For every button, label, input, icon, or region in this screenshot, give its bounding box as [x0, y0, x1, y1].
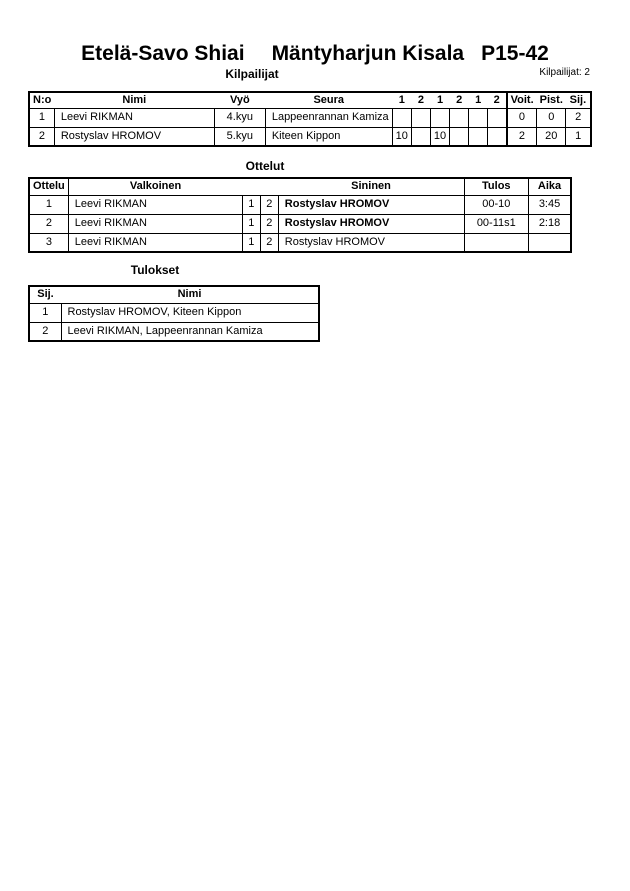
competitor-club: Kiteen Kippon — [265, 127, 392, 146]
competitor-belt: 5.kyu — [214, 127, 265, 146]
white-player-no: 1 — [242, 195, 260, 214]
col-white: Valkoinen — [68, 178, 242, 195]
competitor-belt: 4.kyu — [214, 108, 265, 127]
competitors-section-title: Kilpailijat — [225, 67, 279, 81]
match-row — [29, 195, 571, 214]
blue-player-no: 2 — [260, 195, 278, 214]
col-blue: Sininen — [278, 178, 464, 195]
competitor-rank: 1 — [566, 127, 591, 146]
result-rank: 2 — [29, 322, 61, 341]
competitor-row — [29, 127, 591, 146]
match-row — [29, 233, 571, 252]
score-cell: 10 — [392, 127, 411, 146]
white-player: Leevi RIKMAN — [68, 214, 242, 233]
score-cell: 10 — [430, 127, 449, 146]
match-row — [29, 214, 571, 233]
competitor-wins: 2 — [507, 127, 537, 146]
col-score3: 1 — [430, 92, 449, 108]
score-cell — [450, 127, 469, 146]
result-row — [29, 322, 319, 341]
col-blue-no — [260, 178, 278, 195]
col-score4: 2 — [450, 92, 469, 108]
matches-section-title: Ottelut — [245, 159, 285, 173]
competitor-rank: 2 — [566, 108, 591, 127]
competitors-table — [28, 91, 592, 147]
competitor-club: Lappeenrannan Kamiza — [265, 108, 392, 127]
match-time: 3:45 — [528, 195, 571, 214]
title-category: P15-42 — [481, 42, 549, 65]
white-player: Leevi RIKMAN — [68, 233, 242, 252]
score-cell — [469, 108, 488, 127]
page-title — [0, 42, 630, 66]
col-rank: Sij. — [566, 92, 591, 108]
competitors-header-row — [29, 92, 591, 108]
blue-player: Rostyslav HROMOV — [278, 233, 464, 252]
blue-player-no: 2 — [260, 233, 278, 252]
score-cell — [488, 108, 507, 127]
blue-player: Rostyslav HROMOV — [278, 195, 464, 214]
match-result: 00-11s1 — [464, 214, 528, 233]
blue-player-no: 2 — [260, 214, 278, 233]
match-result: 00-10 — [464, 195, 528, 214]
col-score2: 2 — [411, 92, 430, 108]
competitor-points: 0 — [537, 108, 566, 127]
score-cell — [488, 127, 507, 146]
score-cell — [469, 127, 488, 146]
col-name: Nimi — [54, 92, 214, 108]
score-cell — [392, 108, 411, 127]
title-competition: Etelä-Savo Shiai — [81, 42, 245, 65]
white-player-no: 1 — [242, 214, 260, 233]
competitor-no: 2 — [29, 127, 54, 146]
competitor-points: 20 — [537, 127, 566, 146]
results-header-row — [29, 286, 319, 303]
white-player-no: 1 — [242, 233, 260, 252]
title-location: Mäntyharjun Kisala — [271, 42, 465, 65]
match-time — [528, 233, 571, 252]
result-rank: 1 — [29, 303, 61, 322]
result-name: Rostyslav HROMOV, Kiteen Kippon — [61, 303, 319, 322]
results-section-title: Tulokset — [130, 263, 180, 277]
competitor-wins: 0 — [507, 108, 537, 127]
col-white-no — [242, 178, 260, 195]
col-belt: Vyö — [214, 92, 265, 108]
competitor-name: Rostyslav HROMOV — [54, 127, 214, 146]
col-no: N:o — [29, 92, 54, 108]
col-score1: 1 — [392, 92, 411, 108]
col-rank: Sij. — [29, 286, 61, 303]
col-points: Pist. — [537, 92, 566, 108]
col-club: Seura — [265, 92, 392, 108]
col-time: Aika — [528, 178, 571, 195]
score-cell — [411, 127, 430, 146]
col-wins: Voit. — [507, 92, 537, 108]
score-cell — [450, 108, 469, 127]
col-result: Tulos — [464, 178, 528, 195]
col-name: Nimi — [61, 286, 319, 303]
competitor-name: Leevi RIKMAN — [54, 108, 214, 127]
blue-player: Rostyslav HROMOV — [278, 214, 464, 233]
results-table — [28, 285, 320, 342]
competitor-row — [29, 108, 591, 127]
col-score6: 2 — [488, 92, 507, 108]
score-cell — [430, 108, 449, 127]
competitor-no: 1 — [29, 108, 54, 127]
match-result — [464, 233, 528, 252]
result-name: Leevi RIKMAN, Lappeenrannan Kamiza — [61, 322, 319, 341]
matches-header-row — [29, 178, 571, 195]
match-no: 3 — [29, 233, 68, 252]
competitors-count: Kilpailijat: 2 — [539, 67, 590, 78]
score-cell — [411, 108, 430, 127]
result-row — [29, 303, 319, 322]
col-score5: 1 — [469, 92, 488, 108]
matches-table — [28, 177, 572, 253]
white-player: Leevi RIKMAN — [68, 195, 242, 214]
match-no: 2 — [29, 214, 68, 233]
match-time: 2:18 — [528, 214, 571, 233]
col-match: Ottelu — [29, 178, 68, 195]
match-no: 1 — [29, 195, 68, 214]
